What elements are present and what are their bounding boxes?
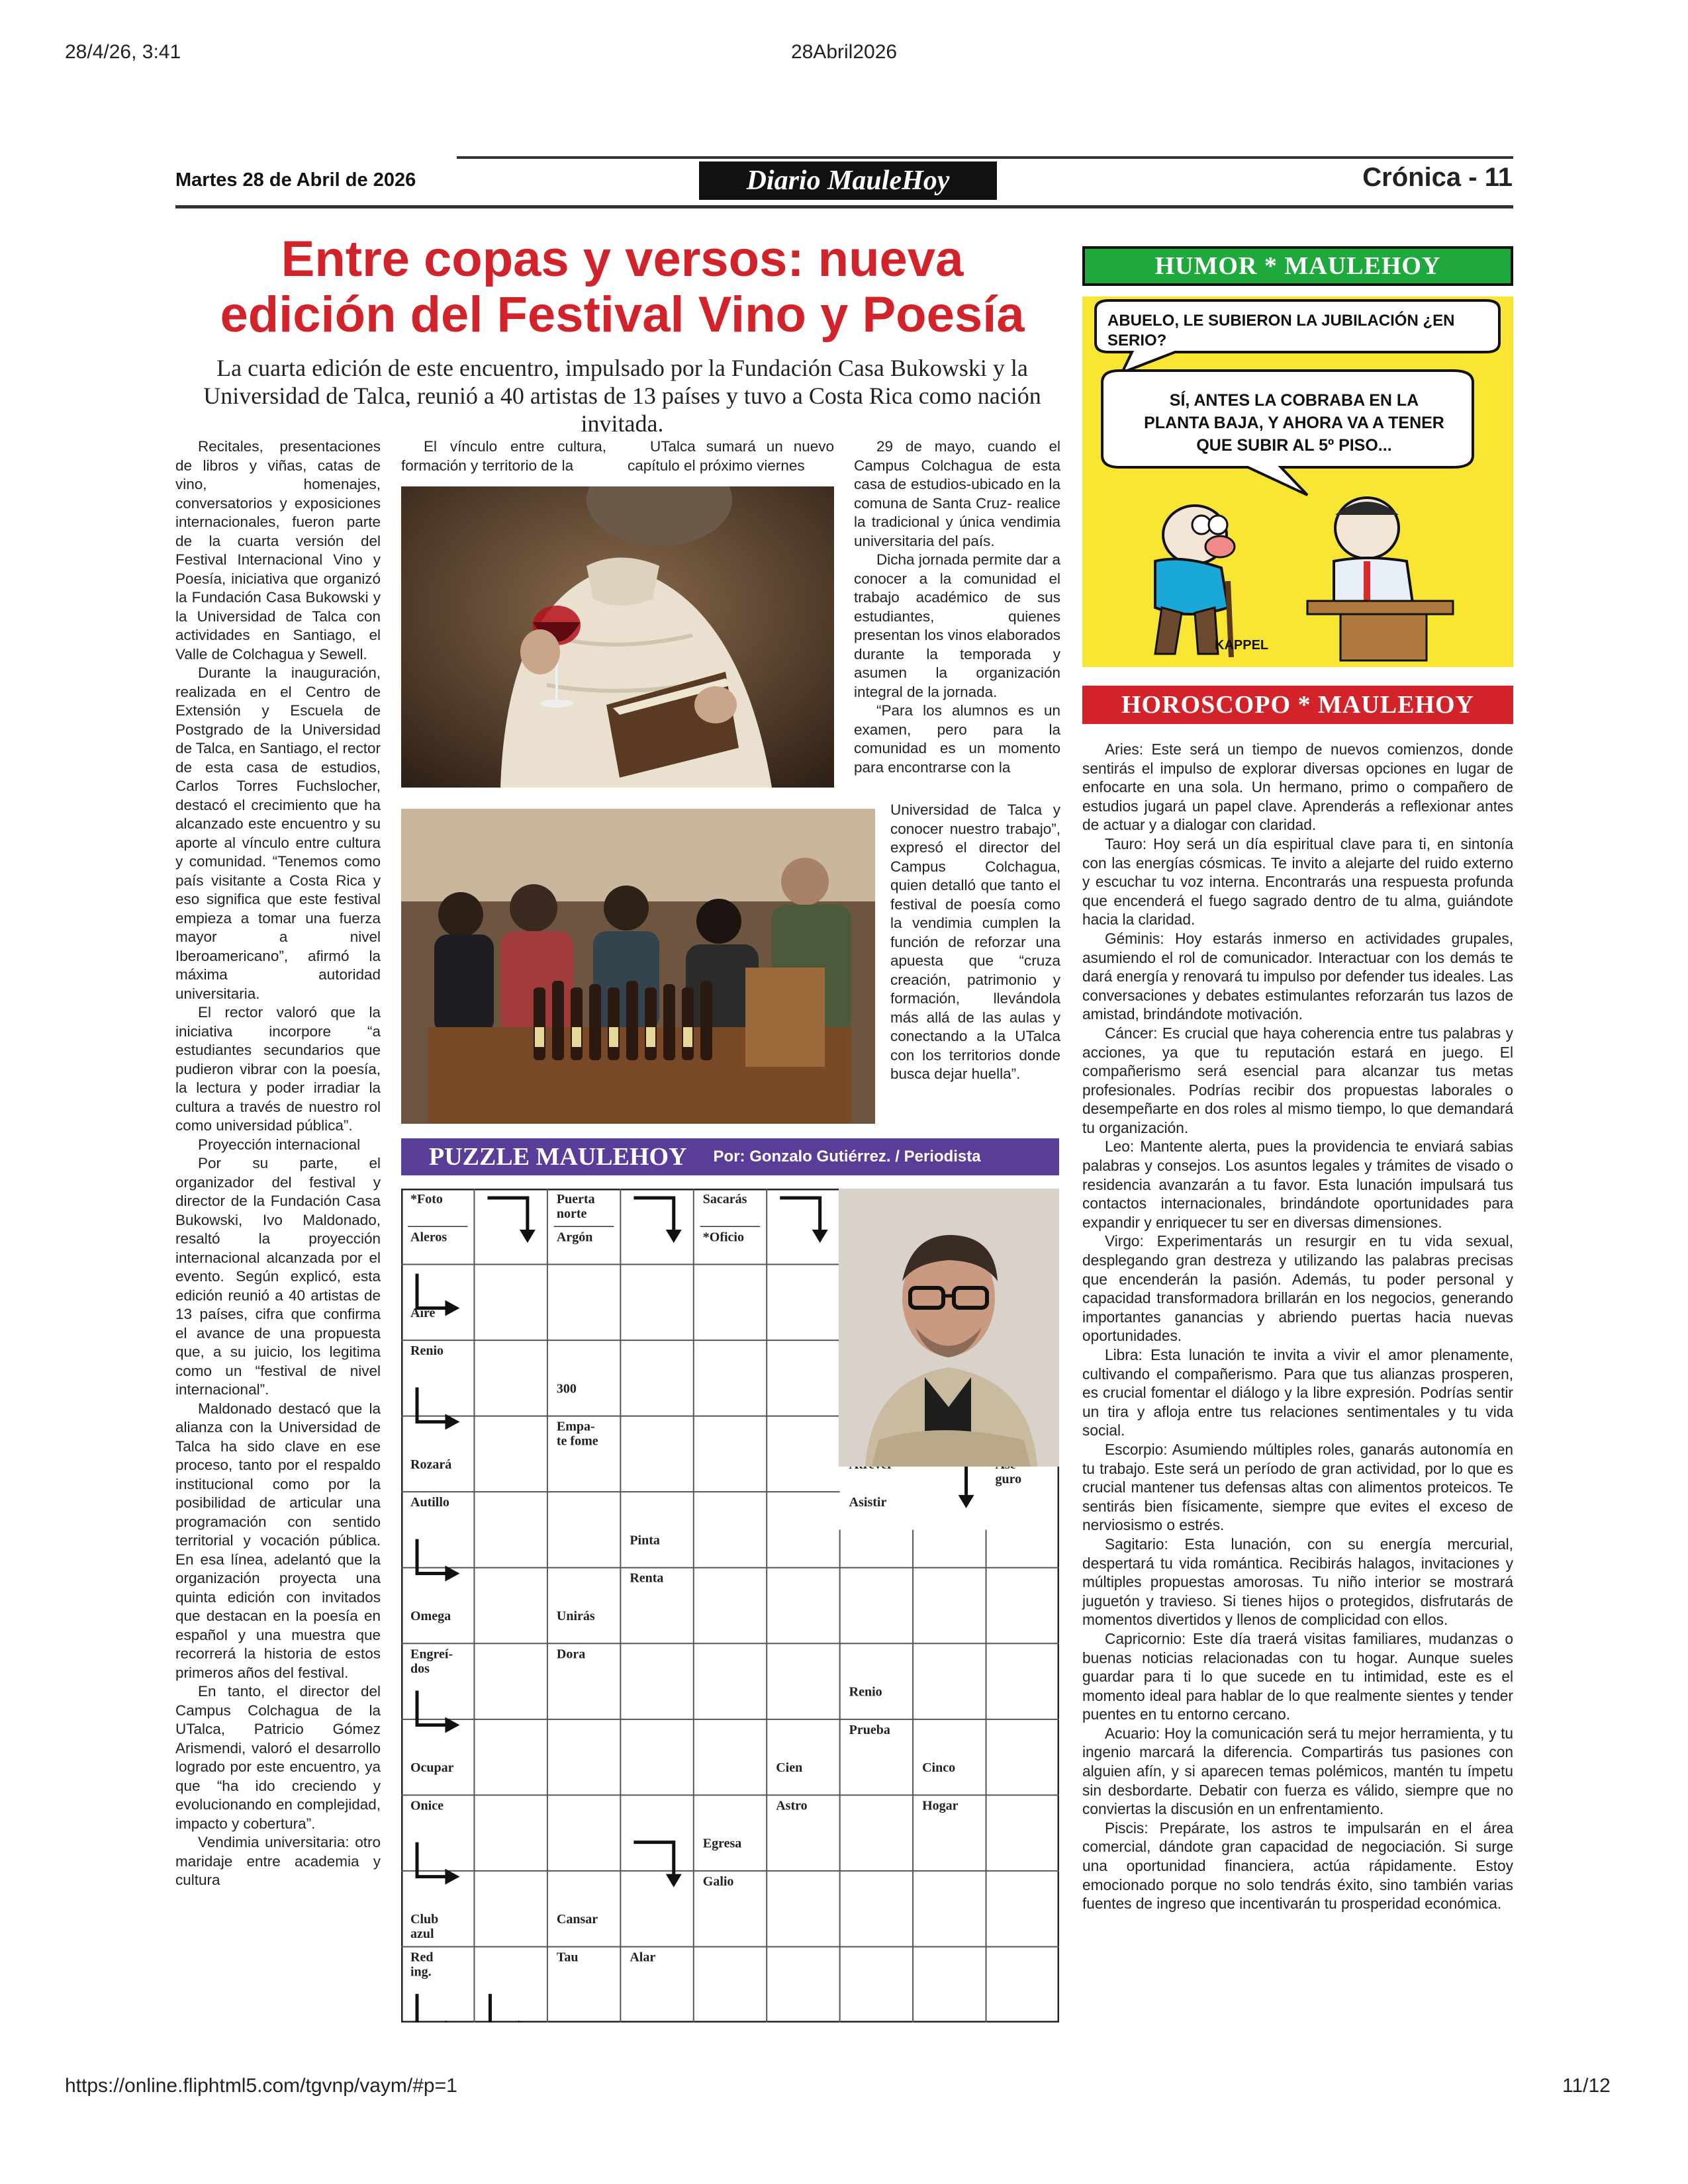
article-paragraph: “Para los alumnos es un examen, pero para la comunidad es un momento para encontrarse con la [854,702,1060,776]
article-column-4 [854,437,1060,777]
article-paragraph: UTalca sumará un nuevo capítulo el próximo viernes [628,438,834,474]
horoscope-libra: Libra: Esta lunación te invita a vivir el amor plenamente, cultivando el compañerismo. Para que tus alianzas prosperen, es crucial fomentar el diálogo y la libre expresión. Podrías sentir un tira y afloja entre tus relaciones sentimentales y tu vida social. [1082,1346,1513,1439]
horoscope-aries: Aries: Este será un tiempo de nuevos comienzos, donde sentirás el impulso de explorar diversas opciones en lugar de enfocarte en una sola. Un hermano, primo o compañero de estudios jugará un papel clave. Aprenderás a reflexionar antes de actuar y a dialogar con claridad. [1082,741,1513,834]
crossword-clue: Egresa [702,1836,742,1851]
comic-strip [1082,296,1513,667]
header-rule [175,205,1513,208]
horoscope-section-title: HOROSCOPO * MAULEHOY [1082,686,1513,724]
crossword-clue: Rozará [410,1457,452,1472]
horoscope-cancer: Cáncer: Es crucial que haya coherencia entre tus palabras y acciones, ya que tu reputación estará en juego. El compañerismo será esencial para alcanzar tus metas profesionales. Podrías recibir dos propuestas laborales o desempeñarte en dos roles al mismo tiempo, lo que demandará tu organización. [1082,1024,1513,1136]
crossword-clue: Sacarás [702,1192,747,1206]
humor-section-title: HUMOR * MAULEHOY [1082,246,1513,286]
crossword-clue: Aleros [410,1230,447,1245]
crossword-clue: Dora [556,1647,586,1662]
puzzle-header-bar [401,1138,1059,1175]
article-paragraph: Maldonado destacó que la alianza con la Universidad de Talca ha sido clave en ese proceso, tanto por el respaldo institucional como por la posibilidad de articular una programación con sentido territorial y vocación pública. En esa línea, adelantó que la organización proyecta una quinta edición con invitados que destacan en la poesía en español y una muestra que recorrerá la historia de estos primeros años del festival. [175,1400,381,1681]
crossword-clue: Engreí-dos [410,1647,453,1676]
crossword-clue: Omega [410,1609,451,1623]
crossword-clue: 300 [556,1381,577,1396]
headline-line-2: edición del Festival Vino y Poesía [220,287,1025,343]
crossword-clue: Aire [410,1305,436,1320]
print-page-count: 11/12 [1562,2075,1611,2097]
crossword-clue: Alar [630,1950,656,1965]
crossword-clue: Cansar [556,1912,598,1927]
issue-date: Martes 28 de Abril de 2026 [175,169,416,191]
crossword-clue: Empa-te fome [556,1419,598,1449]
crossword-clue: Unirás [556,1609,595,1623]
article-subtitle: Vendimia universitaria: otro maridaje entre academia y cultura [175,1834,381,1888]
horoscope-geminis: Géminis: Hoy estarás inmerso en actividades grupales, asumiendo el rol de comunicador. Interactuar con los demás te dará energía y renovará tu impulso por defender tus ideales. Las conversaciones y debates estimulantes reforzarán tus lazos de amistad, brindándote motivación. [1082,929,1513,1023]
crossword-clue: Astro [776,1798,808,1813]
crossword-clue: Hogar [922,1798,959,1813]
comic-bubble-grandfather-text: SÍ, ANTES LA COBRABA EN LA PLANTA BAJA, Y AHORA VA A TENER QUE SUBIR AL 5º PISO... [1144,391,1444,455]
top-rule [457,156,1513,159]
crossword-clue: Tau [556,1950,579,1965]
article-column-4-continued [890,801,1060,1084]
crossword-clue: Cinco [922,1760,956,1776]
article-paragraph: Por su parte, el organizador del festival y director de la Fundación Casa Bukowski, Ivo Maldonado, resaltó la proyección internacional alcanzada por el evento. Según explicó, esta edición reunió a 40 artistas de 13 países, cifra que confirma el avance de una propuesta que, a su juicio, los legitima como un “festival de nivel internacional”. [175,1155,381,1398]
horoscope-tauro: Tauro: Hoy será un día espiritual clave para ti, en sintonía con las energías cósmicas. Te invito a alejarte del ruido externo y escuchar tu voz interna. Encontrarás una respuesta profunda que encenderá el fuego sagrado dentro de tu alma, guiándote hacia la claridad. [1082,835,1513,929]
article-paragraph: Recitales, presentaciones de libros y viñas, catas de vino, homenajes, conversatorios y exposiciones internacionales, fueron parte de la cuarta versión del Festival Internacional Vino y Poesía, iniciativa que organizó la Fundación Casa Bukowski y la Universidad de Talca con actividades en Santiago, el Valle de Colchagua y Sewell. [175,438,381,662]
photo-wine-tasting-event [401,809,875,1124]
article-paragraph: Dicha jornada permite dar a conocer a la comunidad el trabajo académico de sus estudiantes, quienes presentan los vinos elaborados durante la temporada y asumen la organización integral de la jornada. [854,551,1060,700]
horoscope-escorpio: Escorpio: Asumiendo múltiples roles, ganarás autonomía en tu trabajo. Este será un período de gran actividad, por lo que es crucial mantener tus defensas altas con alimentos proteicos. Te sentirás bien físicamente, siempre que evites el exceso de nerviosismo o estrés. [1082,1440,1513,1534]
article-column-3 [628,437,834,475]
crossword-clue: Renio [410,1343,444,1359]
article-paragraph: El rector valoró que la iniciativa incorpore “a estudiantes secundarios que pudieron vibrar con la poesía, la lectura y poder irradiar la cultura a través de nuestro rol como universidad pública”. [175,1004,381,1134]
article-paragraph: 29 de mayo, cuando el Campus Colchagua de esta casa de estudios-ubicado en la comuna de Santa Cruz- realice la tradicional y única vendimia universitaria del país. [854,438,1060,549]
crossword-clue: Prueba [849,1722,890,1737]
horoscope-piscis: Piscis: Prepárate, los astros te impulsarán en el área comercial, dándote gran capacidad de negociación. Si surge una oportunidad financiera, actúa rápidamente. Estoy emocionado porque no solo tendrás éxito, sino también varias fuentes de ingreso que incentivarán tu prosperidad económica. [1082,1819,1513,1913]
print-datetime: 28/4/26, 3:41 [65,41,181,63]
puzzle-author: Por: Gonzalo Gutiérrez. / Periodista [713,1148,981,1165]
crossword-clue: Asistir [849,1495,887,1510]
photo-man-reading-with-wine [401,486,834,788]
article-paragraph: Universidad de Talca y conocer nuestro trabajo”, expresó el director del Campus Colchagua, quien detalló que tanto el festival de poesía como la vendimia cumplen la función de reforzar una apuesta que “cruza creación, patrimonio y formación, llevándola más allá de las aulas y conectando a la UTalca con los territorios donde busca dejar huella”. [890,801,1060,1082]
crossword-clue: Autillo [410,1495,449,1510]
crossword-clue: *Oficio [702,1230,744,1245]
article-subhead: La cuarta edición de este encuentro, impulsado por la Fundación Casa Bukowski y la Universidad de Talca, reunió a 40 artistas de 13 países y tuvo a Costa Rica como nación invitada. [203,355,1041,437]
crossword-clue: Renta [630,1570,664,1586]
horoscope-text [1082,740,1513,1913]
puzzle-title: PUZZLE MAULEHOY [429,1143,687,1171]
horoscope-sagitario: Sagitario: Esta lunación, con su energía mercurial, despertará tu vida romántica. Recibirás halagos, invitaciones y múltiples propuestas amorosas. Tu niño interior se mostrará juguetón y travieso. Si tienes hijos o protegidos, disfrutarás de momentos divertidos y llenos de complicidad con ellos. [1082,1535,1513,1629]
article-paragraph: Durante la inauguración, realizada en el Centro de Extensión y Escuela de Postgrado de la Universidad de Talca, en Santiago, el rector de esta casa de estudios, Carlos Torres Fuchslocher, destacó el crecimiento que ha alcanzado este encuentro y su aporte al vínculo entre cultura y comunidad. “Tenemos como país visitante a Costa Rica y eso significa que este festival empieza a tomar una fuerza mayor a nivel Iberoamericano”, afirmó la máxima autoridad universitaria. [175,664,381,1002]
crossword-clue: Onice [410,1798,444,1813]
print-url[interactable]: https://online.fliphtml5.com/tgvnp/vaym/#p=1 [65,2075,457,2097]
section-page-label: Crónica - 11 [1362,163,1513,192]
article-column-1 [175,437,381,1890]
horoscope-leo: Leo: Mantente alerta, pues la providencia te enviará sabias palabras y consejos. Los asuntos legales y trámites de visado o residencia avanzarán a tu favor. Esta lunación impulsará tus contactos internacionales, brindándote oportunidades para expandir y enriquecer tu ser en diversas dimensiones. [1082,1138,1513,1231]
horoscope-virgo: Virgo: Experimentarás un resurgir en tu vida sexual, desplegando gran destreza y utilizando las palabras precisas que encenderán la pasión. Además, tu poder personal y capacidad transformadora brillarán en los negocios, generando importantes ganancias y abriendo puertas hacia nuevas oportunidades. [1082,1232,1513,1345]
comic-signature: KAPPEL [1215,638,1269,653]
crossword-clue: Red ing. [410,1950,434,1979]
crossword-clue: Galio [702,1874,734,1889]
article-column-2 [401,437,606,475]
photo-puzzle-author [839,1189,1059,1467]
headline-line-1: Entre copas y versos: nueva [281,231,964,287]
comic-bubble-grandson-text: ABUELO, LE SUBIERON LA JUBILACIÓN ¿EN SERIO? [1107,312,1455,349]
crossword-clue: Ocupar [410,1760,454,1776]
masthead-logo: Diario MauleHoy [699,161,997,200]
article-paragraph: El vínculo entre cultura, formación y territorio de la [401,438,606,474]
article-subtitle: Proyección internacional [198,1136,361,1153]
print-doc-title: 28Abril2026 [790,41,898,63]
crossword-clue: Cien [776,1760,803,1776]
crossword-clue: *Foto [410,1192,443,1206]
article-headline [185,232,1059,343]
crossword-clue: guro [995,1471,1022,1486]
crossword-clue: Argón [556,1230,593,1245]
horoscope-acuario: Acuario: Hoy la comunicación será tu mejor herramienta, y tu ingenio marcará la diferencia. Compartirás tus pasiones con alguien afín, y si aparecen temas polémicos, mantén tu ímpetu sin desbordarte. Debatir con fuerza es válido, siempre que no conviertas la discusión en un enfrentamiento. [1082,1724,1513,1818]
crossword-clue: Renio [849,1684,882,1700]
crossword-clue: Puerta norte [556,1192,595,1221]
horoscope-capricornio: Capricornio: Este día traerá visitas familiares, mudanzas o buenas noticias relacionadas con tu hogar. Aunque sueles guardar para ti lo que sucede en tu intimidad, este es el momento ideal para hablar de lo que realmente sientes y tender puentes en tu entorno cercano. [1082,1629,1513,1723]
crossword-clue: Pinta [630,1533,660,1548]
article-paragraph: En tanto, el director del Campus Colchagua de la UTalca, Patricio Gómez Arismendi, valoró el desarrollo logrado por este encuentro, ya que “ha ido creciendo y evolucionando en complejidad, impacto y cobertura”. [175,1683,381,1832]
crossword-clue: Club azul [410,1912,439,1942]
